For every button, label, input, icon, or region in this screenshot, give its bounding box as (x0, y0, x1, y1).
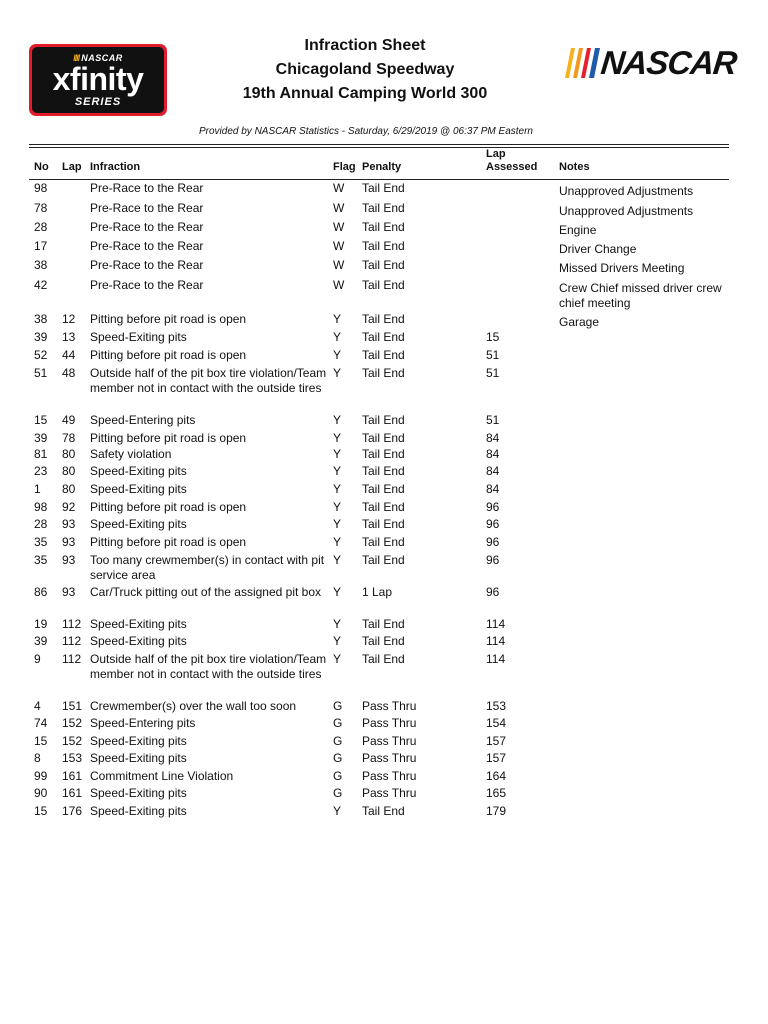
row-lap-assessed: 84 (486, 482, 500, 496)
row-notes: Crew Chief missed driver crew chief meeting (559, 281, 722, 310)
row-flag: Y (333, 312, 342, 326)
row-penalty: Tail End (362, 239, 405, 253)
row-lap: 44 (62, 348, 76, 362)
row-no: 8 (34, 751, 41, 765)
row-penalty: Tail End (362, 447, 405, 461)
row-infraction: Speed-Exiting pits (90, 464, 187, 478)
row-lap-assessed: 114 (486, 652, 506, 666)
row-flag: Y (333, 585, 342, 599)
race-name: 19th Annual Camping World 300 (242, 85, 488, 102)
row-penalty: Tail End (362, 652, 405, 666)
row-infraction: Outside half of the pit box tire violation/Team member not in contact with the outside tires (90, 652, 327, 681)
row-lap: 80 (62, 482, 76, 496)
row-flag: Y (333, 482, 342, 496)
col-header-lap-assessed: Lap Assessed (486, 148, 538, 173)
row-flag: Y (333, 348, 342, 362)
row-no: 74 (34, 716, 48, 730)
row-no: 38 (34, 312, 48, 326)
row-lap-assessed: 153 (486, 699, 507, 713)
row-infraction: Pre-Race to the Rear (90, 239, 204, 253)
row-no: 98 (34, 181, 48, 195)
row-no: 39 (34, 431, 48, 445)
row-flag: Y (333, 447, 342, 461)
row-infraction: Speed-Exiting pits (90, 751, 187, 765)
row-no: 81 (34, 447, 48, 461)
row-infraction: Outside half of the pit box tire violation/Team member not in contact with the outside tires (90, 366, 327, 395)
row-penalty: Tail End (362, 500, 405, 514)
row-flag: Y (333, 431, 342, 445)
row-lap: 112 (62, 634, 82, 648)
row-notes: Garage (559, 315, 600, 329)
row-lap-assessed: 51 (486, 366, 500, 380)
row-infraction: Speed-Exiting pits (90, 734, 187, 748)
row-lap-assessed: 15 (486, 330, 500, 344)
row-no: 78 (34, 201, 48, 215)
row-infraction: Too many crewmember(s) in contact with pit service area (90, 553, 325, 582)
row-lap: 49 (62, 413, 76, 427)
row-lap: 93 (62, 553, 76, 567)
row-flag: Y (333, 617, 342, 631)
header-rule-second (29, 147, 729, 148)
row-lap: 161 (62, 769, 83, 783)
row-no: 28 (34, 220, 48, 234)
row-lap-assessed: 96 (486, 535, 500, 549)
row-penalty: Tail End (362, 220, 405, 234)
row-flag: Y (333, 366, 342, 380)
row-infraction: Commitment Line Violation (90, 769, 234, 783)
row-no: 35 (34, 553, 48, 567)
row-no: 17 (34, 239, 48, 253)
nascar-stripes-icon (565, 48, 601, 78)
row-lap-assessed: 51 (486, 413, 500, 427)
col-header-lap: Lap (62, 161, 82, 173)
row-penalty: Tail End (362, 553, 405, 567)
row-flag: G (333, 769, 343, 783)
xfinity-series-logo (29, 44, 167, 116)
row-penalty: Pass Thru (362, 786, 417, 800)
row-notes: Engine (559, 223, 597, 237)
row-penalty: Tail End (362, 278, 405, 292)
row-no: 98 (34, 500, 48, 514)
sheet-title: Infraction Sheet (304, 37, 426, 54)
row-no: 4 (34, 699, 41, 713)
row-lap: 176 (62, 804, 83, 818)
row-infraction: Speed-Entering pits (90, 413, 196, 427)
row-notes: Missed Drivers Meeting (559, 261, 685, 275)
row-lap-assessed: 84 (486, 431, 500, 445)
row-no: 39 (34, 634, 48, 648)
row-lap-assessed: 96 (486, 585, 500, 599)
row-flag: G (333, 734, 343, 748)
row-penalty: Tail End (362, 181, 405, 195)
row-lap-assessed: 96 (486, 517, 500, 531)
row-infraction: Speed-Exiting pits (90, 634, 187, 648)
row-flag: W (333, 201, 345, 215)
row-penalty: Tail End (362, 517, 405, 531)
row-infraction: Pre-Race to the Rear (90, 258, 204, 272)
row-penalty: Pass Thru (362, 734, 417, 748)
row-penalty: Tail End (362, 535, 405, 549)
row-infraction: Pitting before pit road is open (90, 348, 247, 362)
row-infraction: Speed-Exiting pits (90, 617, 187, 631)
row-lap: 93 (62, 585, 76, 599)
row-lap-assessed: 114 (486, 634, 506, 648)
row-no: 1 (34, 482, 41, 496)
row-flag: Y (333, 535, 342, 549)
row-penalty: Tail End (362, 312, 405, 326)
row-flag: G (333, 786, 343, 800)
row-no: 39 (34, 330, 48, 344)
row-flag: Y (333, 517, 342, 531)
col-header-infraction: Infraction (90, 161, 141, 173)
row-infraction: Safety violation (90, 447, 172, 461)
row-flag: W (333, 220, 345, 234)
track-name: Chicagoland Speedway (275, 61, 455, 78)
row-lap: 112 (62, 617, 82, 631)
row-penalty: Tail End (362, 431, 405, 445)
row-lap: 151 (62, 699, 83, 713)
row-infraction: Crewmember(s) over the wall too soon (90, 699, 297, 713)
row-no: 15 (34, 804, 48, 818)
xfinity-logo-series: SERIES (74, 96, 122, 108)
row-lap: 12 (62, 312, 76, 326)
row-penalty: Tail End (362, 413, 405, 427)
row-no: 9 (34, 652, 41, 666)
row-no: 19 (34, 617, 48, 631)
row-infraction: Pre-Race to the Rear (90, 220, 204, 234)
row-no: 99 (34, 769, 48, 783)
row-flag: W (333, 181, 345, 195)
header-rule-top (29, 144, 729, 145)
header-rule-bottom (29, 179, 729, 180)
row-infraction: Pitting before pit road is open (90, 431, 247, 445)
row-no: 35 (34, 535, 48, 549)
row-lap-assessed: 84 (486, 447, 500, 461)
row-infraction: Speed-Entering pits (90, 716, 196, 730)
row-lap: 92 (62, 500, 76, 514)
row-infraction: Pitting before pit road is open (90, 500, 247, 514)
row-no: 15 (34, 734, 48, 748)
row-flag: Y (333, 500, 342, 514)
row-infraction: Speed-Exiting pits (90, 786, 187, 800)
row-infraction: Car/Truck pitting out of the assigned pit box (90, 585, 322, 599)
row-lap: 112 (62, 652, 82, 666)
row-lap-assessed: 84 (486, 464, 500, 478)
row-penalty: Tail End (362, 258, 405, 272)
row-penalty: Tail End (362, 348, 405, 362)
row-flag: G (333, 716, 343, 730)
row-notes: Unapproved Adjustments (559, 184, 694, 198)
row-lap: 161 (62, 786, 83, 800)
row-no: 42 (34, 278, 48, 292)
row-flag: W (333, 278, 345, 292)
row-lap-assessed: 157 (486, 751, 507, 765)
row-lap-assessed: 165 (486, 786, 507, 800)
xfinity-logo-inner (32, 47, 164, 113)
row-infraction: Speed-Exiting pits (90, 330, 187, 344)
nascar-bars-icon: //// (73, 53, 80, 63)
xfinity-logo-small-label: NASCAR (81, 53, 123, 63)
row-no: 15 (34, 413, 48, 427)
row-infraction: Speed-Exiting pits (90, 482, 187, 496)
row-lap: 93 (62, 517, 76, 531)
row-notes: Unapproved Adjustments (559, 204, 694, 218)
row-no: 52 (34, 348, 48, 362)
row-lap-assessed: 96 (486, 553, 500, 567)
row-penalty: 1 Lap (362, 585, 393, 599)
row-no: 86 (34, 585, 48, 599)
row-infraction: Speed-Exiting pits (90, 517, 187, 531)
row-flag: Y (333, 634, 342, 648)
row-flag: Y (333, 652, 342, 666)
row-lap-assessed: 164 (486, 769, 507, 783)
row-no: 28 (34, 517, 48, 531)
row-flag: Y (333, 464, 342, 478)
row-lap: 48 (62, 366, 76, 380)
row-lap-assessed: 96 (486, 500, 500, 514)
row-flag: Y (333, 804, 342, 818)
row-lap: 153 (62, 751, 83, 765)
row-penalty: Tail End (362, 482, 405, 496)
row-penalty: Tail End (362, 201, 405, 215)
nascar-logo (565, 44, 739, 81)
row-lap-assessed: 154 (486, 716, 507, 730)
row-lap: 80 (62, 464, 76, 478)
row-flag: W (333, 239, 345, 253)
row-penalty: Tail End (362, 617, 405, 631)
row-penalty: Tail End (362, 366, 405, 380)
row-penalty: Tail End (362, 804, 405, 818)
row-lap: 152 (62, 734, 83, 748)
row-no: 38 (34, 258, 48, 272)
col-header-no: No (34, 161, 49, 173)
col-header-notes: Notes (559, 161, 590, 173)
row-penalty: Pass Thru (362, 716, 417, 730)
row-flag: G (333, 751, 343, 765)
row-notes: Driver Change (559, 242, 637, 256)
row-no: 90 (34, 786, 48, 800)
row-lap-assessed: 179 (486, 804, 507, 818)
row-infraction: Pitting before pit road is open (90, 312, 247, 326)
row-flag: W (333, 258, 345, 272)
row-lap: 13 (62, 330, 76, 344)
row-penalty: Tail End (362, 634, 405, 648)
row-infraction: Pitting before pit road is open (90, 535, 247, 549)
row-lap-assessed: 51 (486, 348, 500, 362)
row-lap: 80 (62, 447, 76, 461)
row-flag: Y (333, 413, 342, 427)
row-penalty: Pass Thru (362, 699, 417, 713)
row-lap: 78 (62, 431, 76, 445)
row-flag: Y (333, 330, 342, 344)
row-penalty: Tail End (362, 330, 405, 344)
row-penalty: Tail End (362, 464, 405, 478)
col-header-penalty: Penalty (362, 161, 402, 173)
row-infraction: Pre-Race to the Rear (90, 181, 204, 195)
row-penalty: Pass Thru (362, 769, 417, 783)
col-header-flag: Flag (333, 161, 356, 173)
row-infraction: Pre-Race to the Rear (90, 201, 204, 215)
xfinity-logo-word: xfinity (52, 61, 144, 97)
row-lap-assessed: 157 (486, 734, 507, 748)
row-no: 23 (34, 464, 48, 478)
row-infraction: Speed-Exiting pits (90, 804, 187, 818)
row-lap: 93 (62, 535, 76, 549)
nascar-logo-word: NASCAR (599, 44, 739, 81)
row-infraction: Pre-Race to the Rear (90, 278, 204, 292)
row-flag: G (333, 699, 343, 713)
row-flag: Y (333, 553, 342, 567)
row-lap-assessed: 114 (486, 617, 506, 631)
row-penalty: Pass Thru (362, 751, 417, 765)
provided-by-line: Provided by NASCAR Statistics - Saturday, 6/29/2019 @ 06:37 PM Eastern (198, 126, 533, 137)
row-lap: 152 (62, 716, 83, 730)
row-no: 51 (34, 366, 48, 380)
